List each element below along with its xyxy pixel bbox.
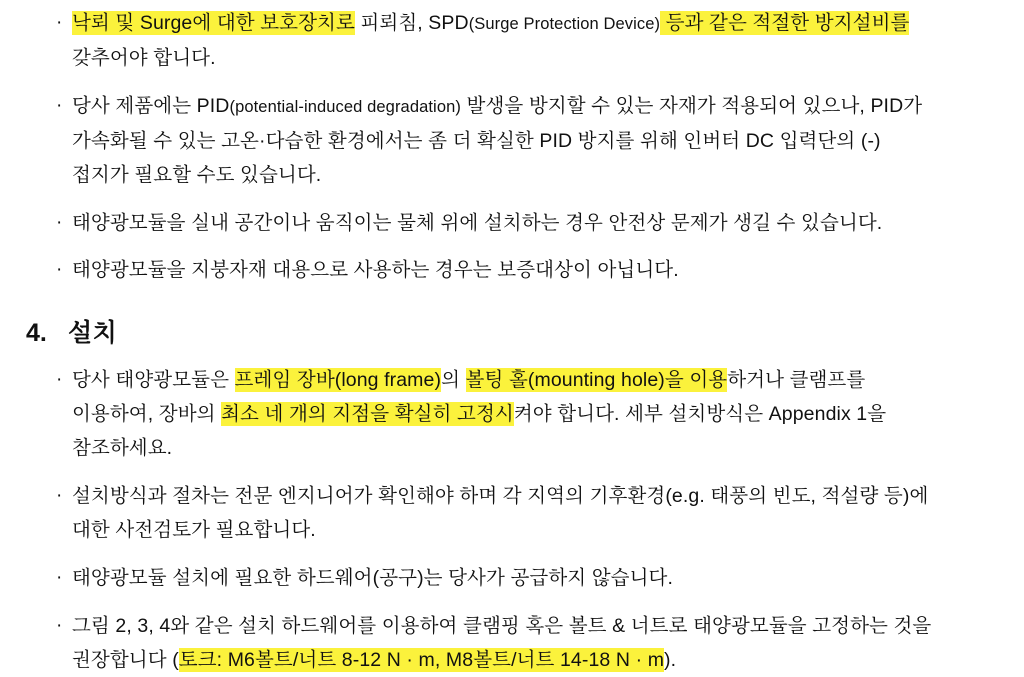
list-item [56,89,1000,192]
list-item-text [72,253,1000,287]
highlight-span: 를 [890,12,910,34]
text-span: 태양광모듈을 실내 공간이나 움직이는 물체 위에 설치하는 경우 안전상 문제가 생길 수 있습니다. [72,212,883,234]
text-span: 태양광모듈을 지붕자재 대용으로 사용하는 경우는 보증대상이 아닙니다. [72,259,679,281]
section-title: 설치 [68,319,118,347]
highlight-span: 낙뢰 및 Surge에 대한 보호장치로 [72,12,355,34]
text-span: ). [664,649,677,671]
bullet-marker: · [56,95,63,116]
text-span: 접지가 필요할 수도 있습니다. [72,164,322,186]
text-span: 가속화될 수 있는 고온·다습한 환경에서는 좀 더 확실한 PID 방지를 위해 인버터 DC 입력단의 (-) [72,130,881,152]
text-span: 그림 2, 3, 4와 같은 설치 하드웨어를 이용하여 클램핑 혹은 볼트 & 너트로 태양광모듈을 고정하는 것을 [72,615,932,637]
highlight-span: 볼팅 홀(mounting hole)을 이용 [465,369,728,391]
text-span: 권장합니다 ( [72,649,179,671]
text-span: 이용하여, 장바의 [72,403,222,425]
list-item-text [72,89,1000,192]
text-span: 갖추어야 합니다. [72,47,216,69]
list-item [56,206,1000,240]
list-item-text [72,206,1000,240]
text-span: 의 [441,369,466,391]
bullet-marker: · [56,259,63,280]
list-item-text [72,6,1000,75]
bullet-marker: · [56,369,63,390]
text-span-small: (Surge Protection Device) [468,15,661,33]
list-item-text [72,363,1000,465]
text-span: SPD [428,12,469,34]
text-span: 켜야 합니다. 세부 설치방식은 Appendix 1을 [513,403,887,425]
text-span: 당사 제품에는 PID [72,95,230,117]
text-span: 설치방식과 절차는 전문 엔지니어가 확인해야 하며 각 지역의 기후환경(e.g. 태풍의 빈도, 적설량 등)에 [72,485,929,507]
text-span: 태양광모듈 설치에 필요한 하드웨어(공구)는 당사가 공급하지 않습니다. [72,567,673,589]
list-item [56,253,1000,287]
text-span-small: (potential-induced degradation) [229,98,461,116]
bullet-marker: · [56,567,63,588]
highlight-span: 최소 네 개의 지점을 확실히 고정시 [221,403,514,425]
text-span: 피뢰침, [354,12,429,34]
list-item-text [72,609,1000,677]
list-item [56,479,1000,547]
bullet-marker: · [56,212,63,233]
list-item [56,561,1000,595]
highlight-span: 프레임 장바(long frame) [234,369,442,391]
bullet-marker: · [56,485,63,506]
list-item-text [72,561,1000,595]
list-item [56,6,1000,75]
bullet-marker: · [56,12,63,33]
text-span: 대한 사전검토가 필요합니다. [72,519,316,541]
list-item-text [72,479,1000,547]
text-span: 참조하세요. [72,437,173,459]
highlight-span: 등과 같은 적절한 방지설비 [660,12,891,34]
section-heading [26,313,1000,349]
list-item [56,609,1000,677]
text-span: 당사 태양광모듈은 [72,369,235,391]
list-item [56,363,1000,465]
text-span: 하거나 클램프를 [727,369,866,391]
bullet-marker: · [56,615,63,636]
text-span: 발생을 방지할 수 있는 자재가 적용되어 있으나, PID가 [460,95,923,117]
section-number: 4. [26,319,47,347]
highlight-span: 토크: M6볼트/너트 8-12 N · m, M8볼트/너트 14-18 N · m [178,649,665,671]
